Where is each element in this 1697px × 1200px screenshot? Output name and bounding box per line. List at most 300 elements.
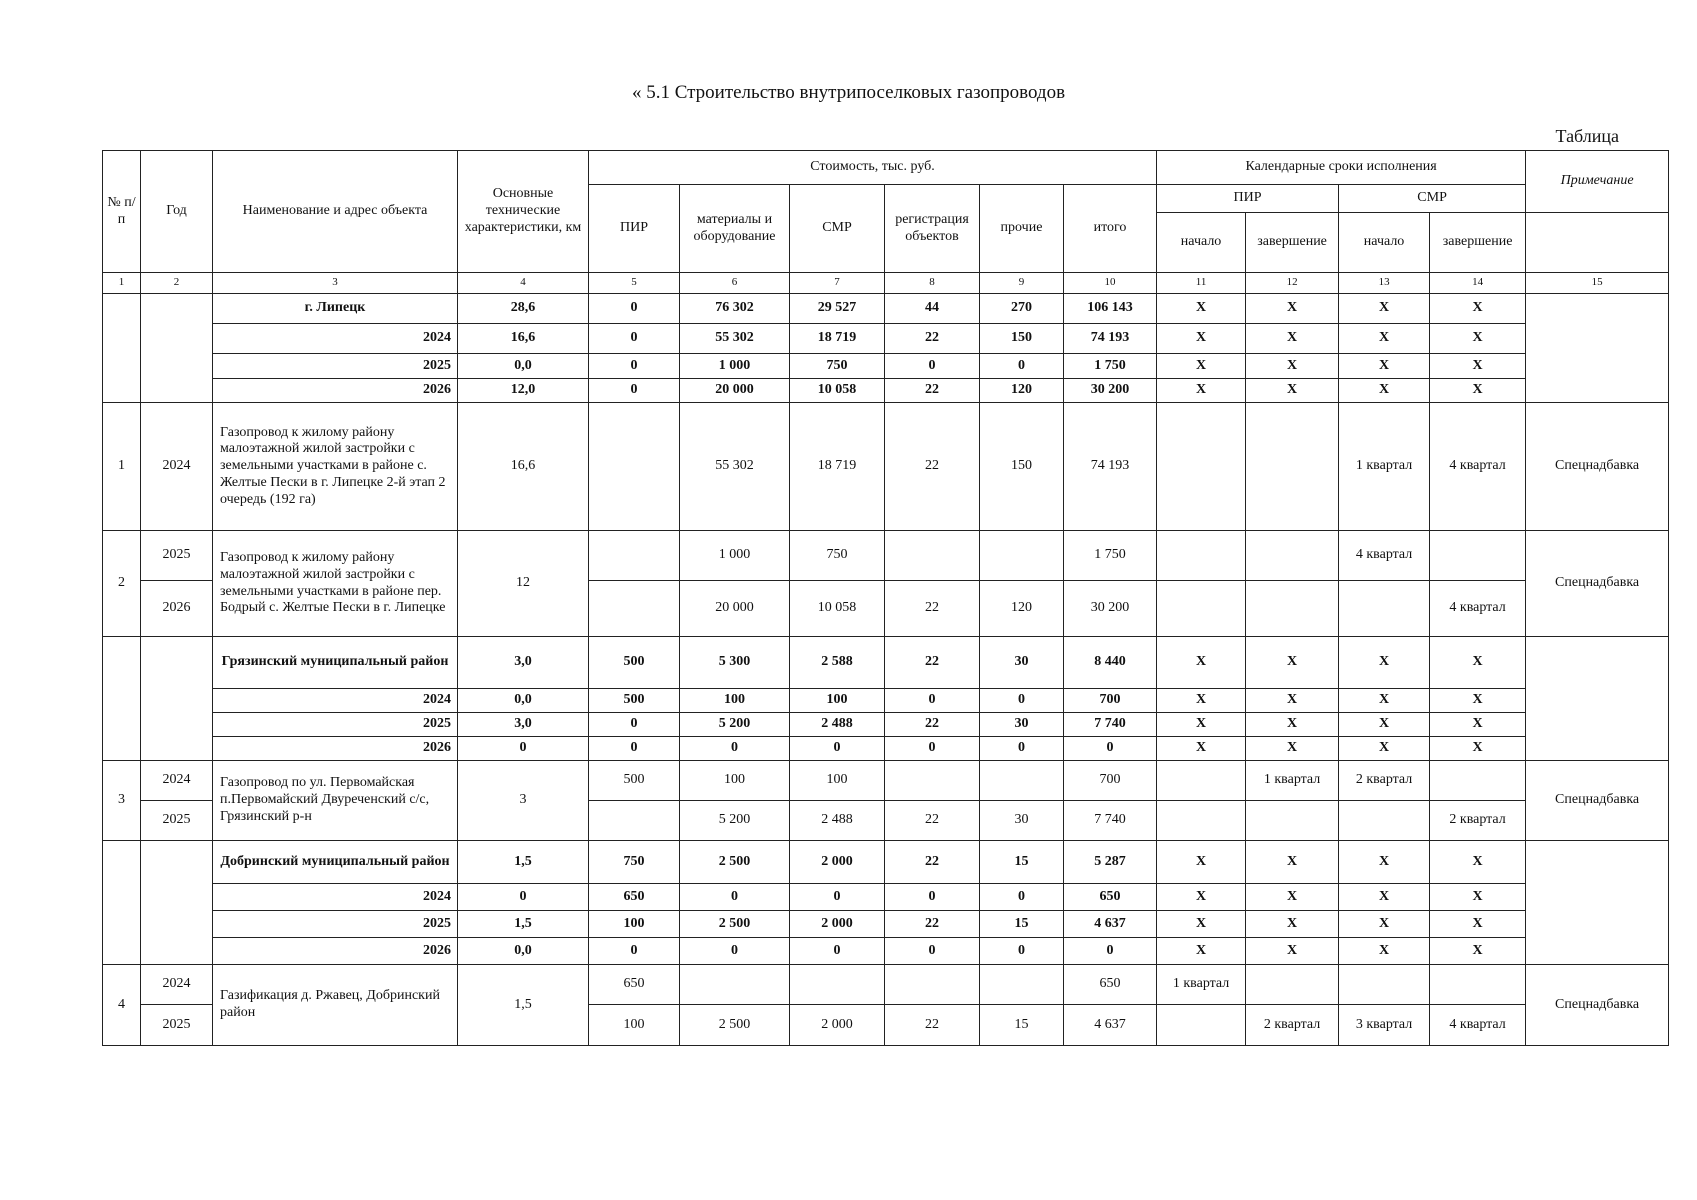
hdr-sched-pir: ПИР [1157,185,1339,213]
smr-start-cell: 1 квартал [1339,403,1430,531]
mark-cell: X [1339,911,1430,938]
mark-cell: X [1157,294,1246,324]
group-year-row [103,713,1669,737]
mark-cell: X [1157,737,1246,761]
page-title: « 5.1 Строительство внутрипоселковых газопроводов [631,82,1066,103]
total-cell: 650 [1064,965,1157,1005]
mark-cell: X [1339,354,1430,379]
total-cell: 1 750 [1064,531,1157,581]
materials-cell: 100 [680,689,790,713]
total-cell: 4 637 [1064,911,1157,938]
registration-cell: 22 [885,911,980,938]
pir-cell: 0 [589,938,680,965]
mark-cell: X [1430,379,1526,403]
pir-start-cell [1157,1005,1246,1046]
chars-cell: 3,0 [458,713,589,737]
mark-cell: X [1430,689,1526,713]
total-cell: 8 440 [1064,637,1157,689]
object-name: Газификация д. Ржавец, Добринский район [213,965,458,1046]
smr-cell: 100 [790,761,885,801]
total-cell: 106 143 [1064,294,1157,324]
other-cell: 30 [980,713,1064,737]
smr-cell: 2 000 [790,841,885,884]
object-row [103,403,1669,531]
smr-cell: 750 [790,531,885,581]
group-num-blank [103,637,141,761]
smr-start-cell [1339,801,1430,841]
group-num-blank [103,294,141,403]
mark-cell: X [1430,713,1526,737]
total-cell: 30 200 [1064,581,1157,637]
other-cell: 0 [980,938,1064,965]
hdr-smr: СМР [790,185,885,273]
object-year: 2026 [141,581,213,637]
smr-cell: 2 000 [790,1005,885,1046]
smr-cell: 10 058 [790,379,885,403]
construction-table [102,150,1669,1046]
smr-start-cell: 4 квартал [1339,531,1430,581]
smr-start-cell [1339,581,1430,637]
object-name: Газопровод к жилому району малоэтажной жилой застройки с земельными участками в районе пер. Бодрый с. Желтые Пески в г. Липецке [213,531,458,637]
pir-start-cell [1157,761,1246,801]
hdr-smr-end: завершение [1430,213,1526,273]
registration-cell: 0 [885,884,980,911]
pir-cell: 0 [589,379,680,403]
mark-cell: X [1246,737,1339,761]
group-name: Грязинский муниципальный район [213,637,458,689]
mark-cell: X [1157,637,1246,689]
total-cell: 700 [1064,689,1157,713]
materials-cell: 55 302 [680,324,790,354]
total-cell: 700 [1064,761,1157,801]
registration-cell: 22 [885,713,980,737]
smr-start-cell [1339,965,1430,1005]
registration-cell: 22 [885,379,980,403]
materials-cell: 76 302 [680,294,790,324]
pir-end-cell [1246,965,1339,1005]
materials-cell: 20 000 [680,379,790,403]
mark-cell: X [1430,737,1526,761]
object-num: 4 [103,965,141,1046]
mark-cell: X [1246,354,1339,379]
other-cell [980,965,1064,1005]
smr-start-cell: 3 квартал [1339,1005,1430,1046]
mark-cell: X [1246,294,1339,324]
mark-cell: X [1339,713,1430,737]
year-label: 2025 [213,911,458,938]
mark-cell: X [1246,689,1339,713]
smr-end-cell: 4 квартал [1430,581,1526,637]
chars-cell: 16,6 [458,403,589,531]
pir-end-cell [1246,581,1339,637]
mark-cell: X [1157,354,1246,379]
total-cell: 7 740 [1064,801,1157,841]
total-cell: 5 287 [1064,841,1157,884]
year-label: 2024 [213,689,458,713]
col-number: 1 [103,273,141,294]
hdr-num: № п/п [103,151,141,273]
mark-cell: X [1246,884,1339,911]
total-cell: 30 200 [1064,379,1157,403]
pir-end-cell [1246,403,1339,531]
total-cell: 650 [1064,884,1157,911]
chars-cell: 0 [458,737,589,761]
mark-cell: X [1339,324,1430,354]
col-number: 9 [980,273,1064,294]
total-cell: 0 [1064,938,1157,965]
group-year-row [103,689,1669,713]
object-name: Газопровод к жилому району малоэтажной жилой застройки с земельными участками в районе с. Желтые Пески в г. Липецке 2-й этап 2 очередь (192 га) [213,403,458,531]
group-year-row [103,911,1669,938]
pir-cell: 0 [589,294,680,324]
registration-cell [885,965,980,1005]
pir-cell: 0 [589,324,680,354]
object-name: Газопровод по ул. Первомайская п.Первомайский Двуреченский с/с, Грязинский р-н [213,761,458,841]
chars-cell: 1,5 [458,911,589,938]
hdr-total: итого [1064,185,1157,273]
smr-cell: 0 [790,938,885,965]
registration-cell: 22 [885,1005,980,1046]
registration-cell: 44 [885,294,980,324]
pir-cell: 750 [589,841,680,884]
object-year: 2025 [141,1005,213,1046]
pir-cell: 0 [589,354,680,379]
mark-cell: X [1246,637,1339,689]
smr-start-cell: 2 квартал [1339,761,1430,801]
table-label: Таблица [1555,126,1619,146]
smr-cell: 10 058 [790,581,885,637]
col-number: 10 [1064,273,1157,294]
smr-cell: 0 [790,884,885,911]
hdr-pir: ПИР [589,185,680,273]
mark-cell: X [1339,689,1430,713]
smr-cell: 2 000 [790,911,885,938]
note-blank [1526,294,1669,403]
materials-cell: 55 302 [680,403,790,531]
mark-cell: X [1430,841,1526,884]
chars-cell: 16,6 [458,324,589,354]
materials-cell: 1 000 [680,354,790,379]
chars-cell: 1,5 [458,965,589,1046]
registration-cell [885,531,980,581]
chars-cell: 12 [458,531,589,637]
other-cell: 270 [980,294,1064,324]
mark-cell: X [1246,938,1339,965]
other-cell: 150 [980,324,1064,354]
other-cell: 120 [980,581,1064,637]
registration-cell: 22 [885,637,980,689]
group-year-row [103,938,1669,965]
other-cell [980,531,1064,581]
mark-cell: X [1339,884,1430,911]
mark-cell: X [1339,637,1430,689]
object-num: 3 [103,761,141,841]
chars-cell: 3,0 [458,637,589,689]
registration-cell: 0 [885,737,980,761]
mark-cell: X [1430,324,1526,354]
mark-cell: X [1157,379,1246,403]
hdr-smr-start: начало [1339,213,1430,273]
mark-cell: X [1157,713,1246,737]
mark-cell: X [1157,689,1246,713]
pir-start-cell [1157,801,1246,841]
other-cell: 30 [980,801,1064,841]
hdr-name: Наименование и адрес объекта [213,151,458,273]
object-row [103,531,1669,581]
other-cell: 0 [980,354,1064,379]
materials-cell: 20 000 [680,581,790,637]
pir-end-cell [1246,531,1339,581]
group-year-row [103,737,1669,761]
note-cell: Спецнадбавка [1526,761,1669,841]
total-cell: 4 637 [1064,1005,1157,1046]
object-year: 2025 [141,801,213,841]
registration-cell: 0 [885,354,980,379]
chars-cell: 12,0 [458,379,589,403]
mark-cell: X [1339,938,1430,965]
pir-cell [589,801,680,841]
mark-cell: X [1339,737,1430,761]
col-number: 4 [458,273,589,294]
group-year-blank [141,637,213,761]
chars-cell: 28,6 [458,294,589,324]
col-number: 3 [213,273,458,294]
column-numbers-row [103,273,1669,294]
other-cell: 0 [980,884,1064,911]
smr-cell: 100 [790,689,885,713]
materials-cell: 2 500 [680,911,790,938]
registration-cell: 0 [885,689,980,713]
materials-cell [680,965,790,1005]
smr-end-cell: 2 квартал [1430,801,1526,841]
pir-start-cell [1157,403,1246,531]
total-cell: 74 193 [1064,324,1157,354]
smr-cell [790,965,885,1005]
note-blank [1526,841,1669,965]
header-row-1 [103,151,1669,185]
hdr-pir-start: начало [1157,213,1246,273]
mark-cell: X [1246,911,1339,938]
other-cell: 15 [980,1005,1064,1046]
materials-cell: 0 [680,884,790,911]
hdr-other: прочие [980,185,1064,273]
mark-cell: X [1339,841,1430,884]
object-year: 2024 [141,965,213,1005]
total-cell: 74 193 [1064,403,1157,531]
note-cell: Спецнадбавка [1526,965,1669,1046]
smr-cell: 2 588 [790,637,885,689]
mark-cell: X [1157,324,1246,354]
year-label: 2026 [213,379,458,403]
smr-end-cell: 4 квартал [1430,403,1526,531]
hdr-registration: регистрация объектов [885,185,980,273]
hdr-cost: Стоимость, тыс. руб. [589,151,1157,185]
mark-cell: X [1246,379,1339,403]
pir-cell [589,581,680,637]
group-total-row [103,841,1669,884]
other-cell: 120 [980,379,1064,403]
materials-cell: 5 300 [680,637,790,689]
note-blank [1526,637,1669,761]
mark-cell: X [1430,938,1526,965]
object-year: 2025 [141,531,213,581]
object-row [103,761,1669,801]
object-num: 2 [103,531,141,637]
chars-cell: 1,5 [458,841,589,884]
object-year: 2024 [141,403,213,531]
other-cell: 0 [980,689,1064,713]
pir-cell: 500 [589,689,680,713]
smr-end-cell [1430,761,1526,801]
mark-cell: X [1430,294,1526,324]
registration-cell [885,761,980,801]
pir-cell [589,531,680,581]
hdr-schedule: Календарные сроки исполнения [1157,151,1526,185]
col-number: 2 [141,273,213,294]
materials-cell: 100 [680,761,790,801]
chars-cell: 0,0 [458,938,589,965]
pir-cell: 100 [589,1005,680,1046]
pir-end-cell [1246,801,1339,841]
mark-cell: X [1339,294,1430,324]
pir-start-cell: 1 квартал [1157,965,1246,1005]
smr-cell: 18 719 [790,324,885,354]
mark-cell: X [1430,354,1526,379]
chars-cell: 0,0 [458,689,589,713]
mark-cell: X [1430,637,1526,689]
group-year-row [103,354,1669,379]
pir-cell: 650 [589,965,680,1005]
note-cell: Спецнадбавка [1526,531,1669,637]
total-cell: 1 750 [1064,354,1157,379]
registration-cell: 22 [885,801,980,841]
col-number: 13 [1339,273,1430,294]
mark-cell: X [1157,911,1246,938]
pir-cell [589,403,680,531]
col-number: 6 [680,273,790,294]
col-number: 11 [1157,273,1246,294]
year-label: 2025 [213,354,458,379]
mark-cell: X [1157,884,1246,911]
mark-cell: X [1246,713,1339,737]
pir-start-cell [1157,531,1246,581]
group-total-row [103,637,1669,689]
mark-cell: X [1339,379,1430,403]
total-cell: 0 [1064,737,1157,761]
other-cell: 0 [980,737,1064,761]
group-name: Добринский муниципальный район [213,841,458,884]
pir-end-cell: 2 квартал [1246,1005,1339,1046]
materials-cell: 2 500 [680,1005,790,1046]
mark-cell: X [1430,884,1526,911]
materials-cell: 1 000 [680,531,790,581]
other-cell: 15 [980,841,1064,884]
note-cell: Спецнадбавка [1526,403,1669,531]
year-label: 2026 [213,737,458,761]
other-cell: 15 [980,911,1064,938]
col-number: 14 [1430,273,1526,294]
year-label: 2024 [213,884,458,911]
col-number: 5 [589,273,680,294]
pir-cell: 0 [589,737,680,761]
registration-cell: 22 [885,581,980,637]
chars-cell: 0,0 [458,354,589,379]
col-number: 7 [790,273,885,294]
smr-cell: 750 [790,354,885,379]
smr-cell: 18 719 [790,403,885,531]
mark-cell: X [1246,324,1339,354]
pir-end-cell: 1 квартал [1246,761,1339,801]
object-num: 1 [103,403,141,531]
smr-cell: 2 488 [790,713,885,737]
year-label: 2026 [213,938,458,965]
materials-cell: 5 200 [680,801,790,841]
registration-cell: 22 [885,403,980,531]
group-total-row [103,294,1669,324]
group-name: г. Липецк [213,294,458,324]
smr-end-cell [1430,965,1526,1005]
smr-end-cell: 4 квартал [1430,1005,1526,1046]
year-label: 2025 [213,713,458,737]
pir-cell: 500 [589,637,680,689]
hdr-note: Примечание [1526,151,1669,213]
other-cell [980,761,1064,801]
pir-start-cell [1157,581,1246,637]
hdr-pir-end: завершение [1246,213,1339,273]
total-cell: 7 740 [1064,713,1157,737]
pir-cell: 0 [589,713,680,737]
smr-cell: 2 488 [790,801,885,841]
group-year-row [103,884,1669,911]
pir-cell: 500 [589,761,680,801]
materials-cell: 2 500 [680,841,790,884]
col-number: 8 [885,273,980,294]
group-num-blank [103,841,141,965]
hdr-note-blank [1526,213,1669,273]
smr-cell: 0 [790,737,885,761]
mark-cell: X [1246,841,1339,884]
mark-cell: X [1157,841,1246,884]
chars-cell: 3 [458,761,589,841]
group-year-blank [141,841,213,965]
smr-end-cell [1430,531,1526,581]
col-number: 12 [1246,273,1339,294]
group-year-row [103,324,1669,354]
other-cell: 150 [980,403,1064,531]
materials-cell: 0 [680,938,790,965]
col-number: 15 [1526,273,1669,294]
registration-cell: 22 [885,841,980,884]
group-year-row [103,379,1669,403]
group-year-blank [141,294,213,403]
year-label: 2024 [213,324,458,354]
pir-cell: 100 [589,911,680,938]
hdr-year: Год [141,151,213,273]
materials-cell: 0 [680,737,790,761]
registration-cell: 22 [885,324,980,354]
hdr-sched-smr: СМР [1339,185,1526,213]
registration-cell: 0 [885,938,980,965]
hdr-chars: Основные технические характеристики, км [458,151,589,273]
hdr-materials: материалы и оборудование [680,185,790,273]
mark-cell: X [1430,911,1526,938]
other-cell: 30 [980,637,1064,689]
pir-cell: 650 [589,884,680,911]
chars-cell: 0 [458,884,589,911]
materials-cell: 5 200 [680,713,790,737]
object-year: 2024 [141,761,213,801]
mark-cell: X [1157,938,1246,965]
